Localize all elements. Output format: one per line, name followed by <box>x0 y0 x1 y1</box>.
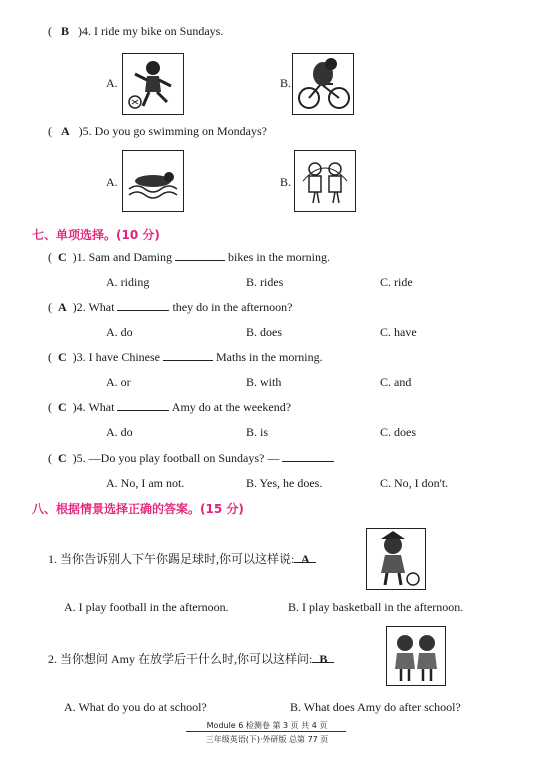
question-4-line: ( B )4. I ride my bike on Sundays. <box>48 24 224 38</box>
answer-mc-5: C <box>58 451 67 465</box>
answer-s8-q1: A <box>294 552 316 563</box>
option-b: B. with <box>246 375 282 389</box>
mc-question-1: ( C )1. Sam and Daming bikes in the morning. <box>48 250 330 264</box>
option-c: C. ride <box>380 275 413 289</box>
answer-q4: B <box>61 24 70 38</box>
option-a-label: A. <box>106 175 118 189</box>
girl-with-ball-icon <box>366 528 426 590</box>
option-c: C. does <box>380 425 416 439</box>
option-b: B. is <box>246 425 269 439</box>
answer-q5: A <box>61 124 70 138</box>
option-a: A. I play football in the afternoon. <box>64 600 229 614</box>
option-a: A. or <box>106 375 131 389</box>
footer-line-1: Module 6 检测卷 第 3 页 共 4 页 <box>206 721 328 730</box>
answer-blank <box>282 451 334 462</box>
option-b: B. What does Amy do after school? <box>290 700 461 714</box>
mc-question-3: ( C )3. I have Chinese Maths in the morning. <box>48 350 323 364</box>
answer-blank <box>163 350 213 361</box>
mc-question-4: ( C )4. What Amy do at the weekend? <box>48 400 292 414</box>
situation-question-2: 2. 当你想问 Amy 在放学后干什么时,你可以这样问: B <box>48 650 334 667</box>
cyclist-icon <box>292 53 354 115</box>
answer-mc-1: C <box>58 250 67 264</box>
option-b: B. I play basketball in the afternoon. <box>288 600 464 614</box>
option-a-label: A. <box>106 76 118 90</box>
option-a: A. No, I am not. <box>106 476 185 490</box>
situation-question-1: 1. 当你告诉别人下午你踢足球时,你可以这样说: A <box>48 550 316 567</box>
option-c: C. No, I don't. <box>380 476 449 490</box>
mc-question-5: ( C )5. —Do you play football on Sundays? — <box>48 451 334 466</box>
answer-blank <box>175 250 225 261</box>
option-c: C. have <box>380 325 417 339</box>
option-a: A. What do you do at school? <box>64 700 207 714</box>
section-8-title: 八、根据情景选择正确的答案。(15 分) <box>32 502 244 516</box>
option-c: C. and <box>380 375 412 389</box>
answer-blank <box>117 400 169 411</box>
option-a: A. do <box>106 425 133 439</box>
football-player-icon <box>122 53 184 115</box>
footer-line-2: 三年级英语(下)·外研版 总第 77 页 <box>205 735 329 744</box>
option-b-label: B. <box>280 76 292 90</box>
option-b: B. rides <box>246 275 284 289</box>
swimmer-icon <box>122 150 184 212</box>
option-b-label: B. <box>280 175 292 189</box>
answer-mc-3: C <box>58 350 67 364</box>
jump-rope-kids-icon <box>294 150 356 212</box>
answer-s8-q2: B <box>312 652 334 663</box>
answer-blank <box>117 300 169 311</box>
answer-mc-4: C <box>58 400 67 414</box>
question-5-line: ( A )5. Do you go swimming on Mondays? <box>48 124 267 138</box>
section-7-title: 七、单项选择。(10 分) <box>32 228 160 242</box>
option-b: B. does <box>246 325 282 339</box>
answer-mc-2: A <box>58 300 67 314</box>
two-kids-icon <box>386 626 446 686</box>
option-a: A. do <box>106 325 133 339</box>
footer-divider <box>186 731 346 732</box>
option-b: B. Yes, he does. <box>246 476 323 490</box>
mc-question-2: ( A )2. What they do in the afternoon? <box>48 300 293 314</box>
option-a: A. riding <box>106 275 150 289</box>
